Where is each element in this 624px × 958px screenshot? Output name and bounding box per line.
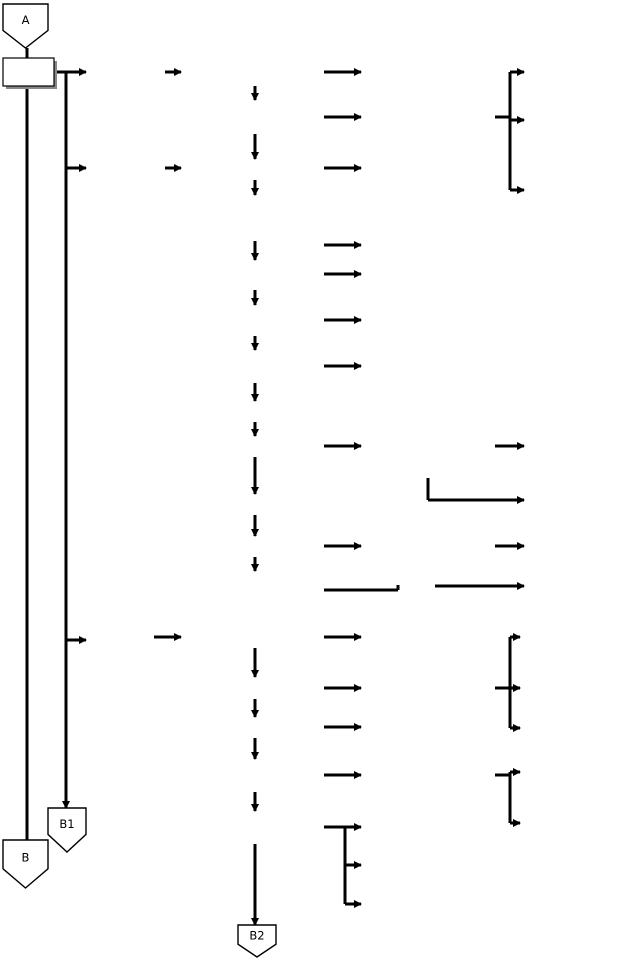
connector-label: B1 xyxy=(59,816,75,831)
connector-label: A xyxy=(21,12,30,27)
connector-b xyxy=(3,840,48,888)
connector-b1 xyxy=(48,808,86,852)
node-power-on xyxy=(3,58,57,89)
connector-label: B xyxy=(21,850,30,865)
connector-label: B2 xyxy=(249,928,265,943)
connector-b2 xyxy=(238,925,276,957)
connector-a xyxy=(3,4,48,48)
